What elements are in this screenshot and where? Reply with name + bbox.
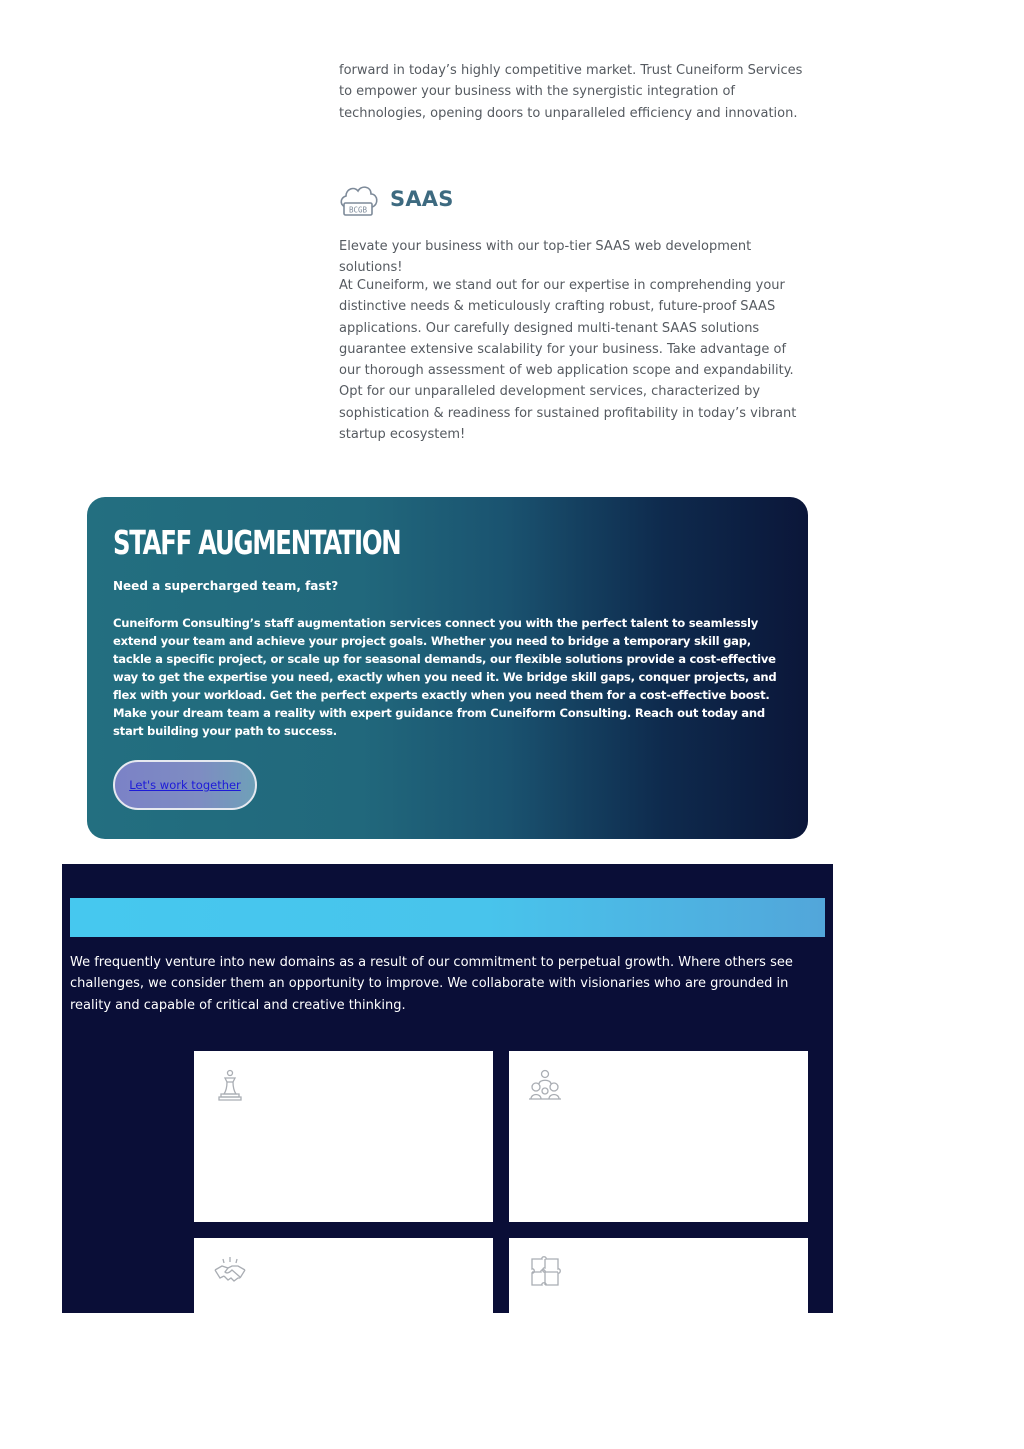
staff-augmentation-body: Cuneiform Consulting’s staff augmentation services connect you with the perfect talent to seamlessly extend your team and achieve your project goals. Whether you need to bridge a temporary skill gap, tackle a specific project, or scale up for seasonal demands, our flexible solutions provide a cost-effective way to get the expertise you need, exactly when you need it. We bridge skill gaps, conquer projects, and flex with your workload. Get the perfect experts exactly when you need them for a cost-effective boost. Make your dream team a reality with expert guidance from Cuneiform Consulting. Reach out today and start building your path to success. xyxy=(113,616,777,738)
domains-paragraph: We frequently venture into new domains as a result of our commitment to perpetual growth. Where others see challenges, we consider them an opportunity to improve. We collaborate with visionaries who are grounded in reality and capable of critical and creative thinking. xyxy=(70,955,793,1013)
work-together-button[interactable]: Let's work together xyxy=(113,760,257,810)
intro-paragraph: forward in today’s highly competitive market. Trust Cuneiform Services to empower your business with the synergistic integration of technologies, opening doors to unparalleled efficiency and innovation. xyxy=(339,63,803,121)
svg-text:BCGB: BCGB xyxy=(348,205,368,215)
chess-piece-icon xyxy=(212,1067,248,1103)
saas-title: SAAS xyxy=(390,187,454,211)
saas-lead: Elevate your business with our top-tier SAAS web development solutions! xyxy=(339,239,752,275)
staff-augmentation-title: STAFF AUGMENTATION xyxy=(113,523,401,562)
accent-bar xyxy=(70,898,825,937)
domains-section xyxy=(62,864,833,1313)
feature-card xyxy=(194,1051,493,1222)
puzzle-icon xyxy=(527,1254,563,1290)
saas-body: At Cuneiform, we stand out for our expertise in comprehending your distinctive needs & meticulously crafting robust, future-proof SAAS applications. Our carefully designed multi-tenant SAAS solutions guarantee extensive scalability for your business. Take advantage of our thorough assessment of web application scope and expandability. Opt for our unparalleled development services, characterized by sophistication & readiness for sustained profitability in today’s vibrant startup ecosystem! xyxy=(339,278,797,443)
feature-card xyxy=(194,1238,493,1313)
feature-card xyxy=(509,1051,808,1222)
team-gears-icon xyxy=(527,1067,563,1103)
handshake-icon xyxy=(212,1254,248,1290)
cloud-code-icon xyxy=(338,181,380,219)
feature-card xyxy=(509,1238,808,1313)
staff-augmentation-subtitle: Need a supercharged team, fast? xyxy=(113,579,339,593)
staff-augmentation-card xyxy=(87,497,808,839)
